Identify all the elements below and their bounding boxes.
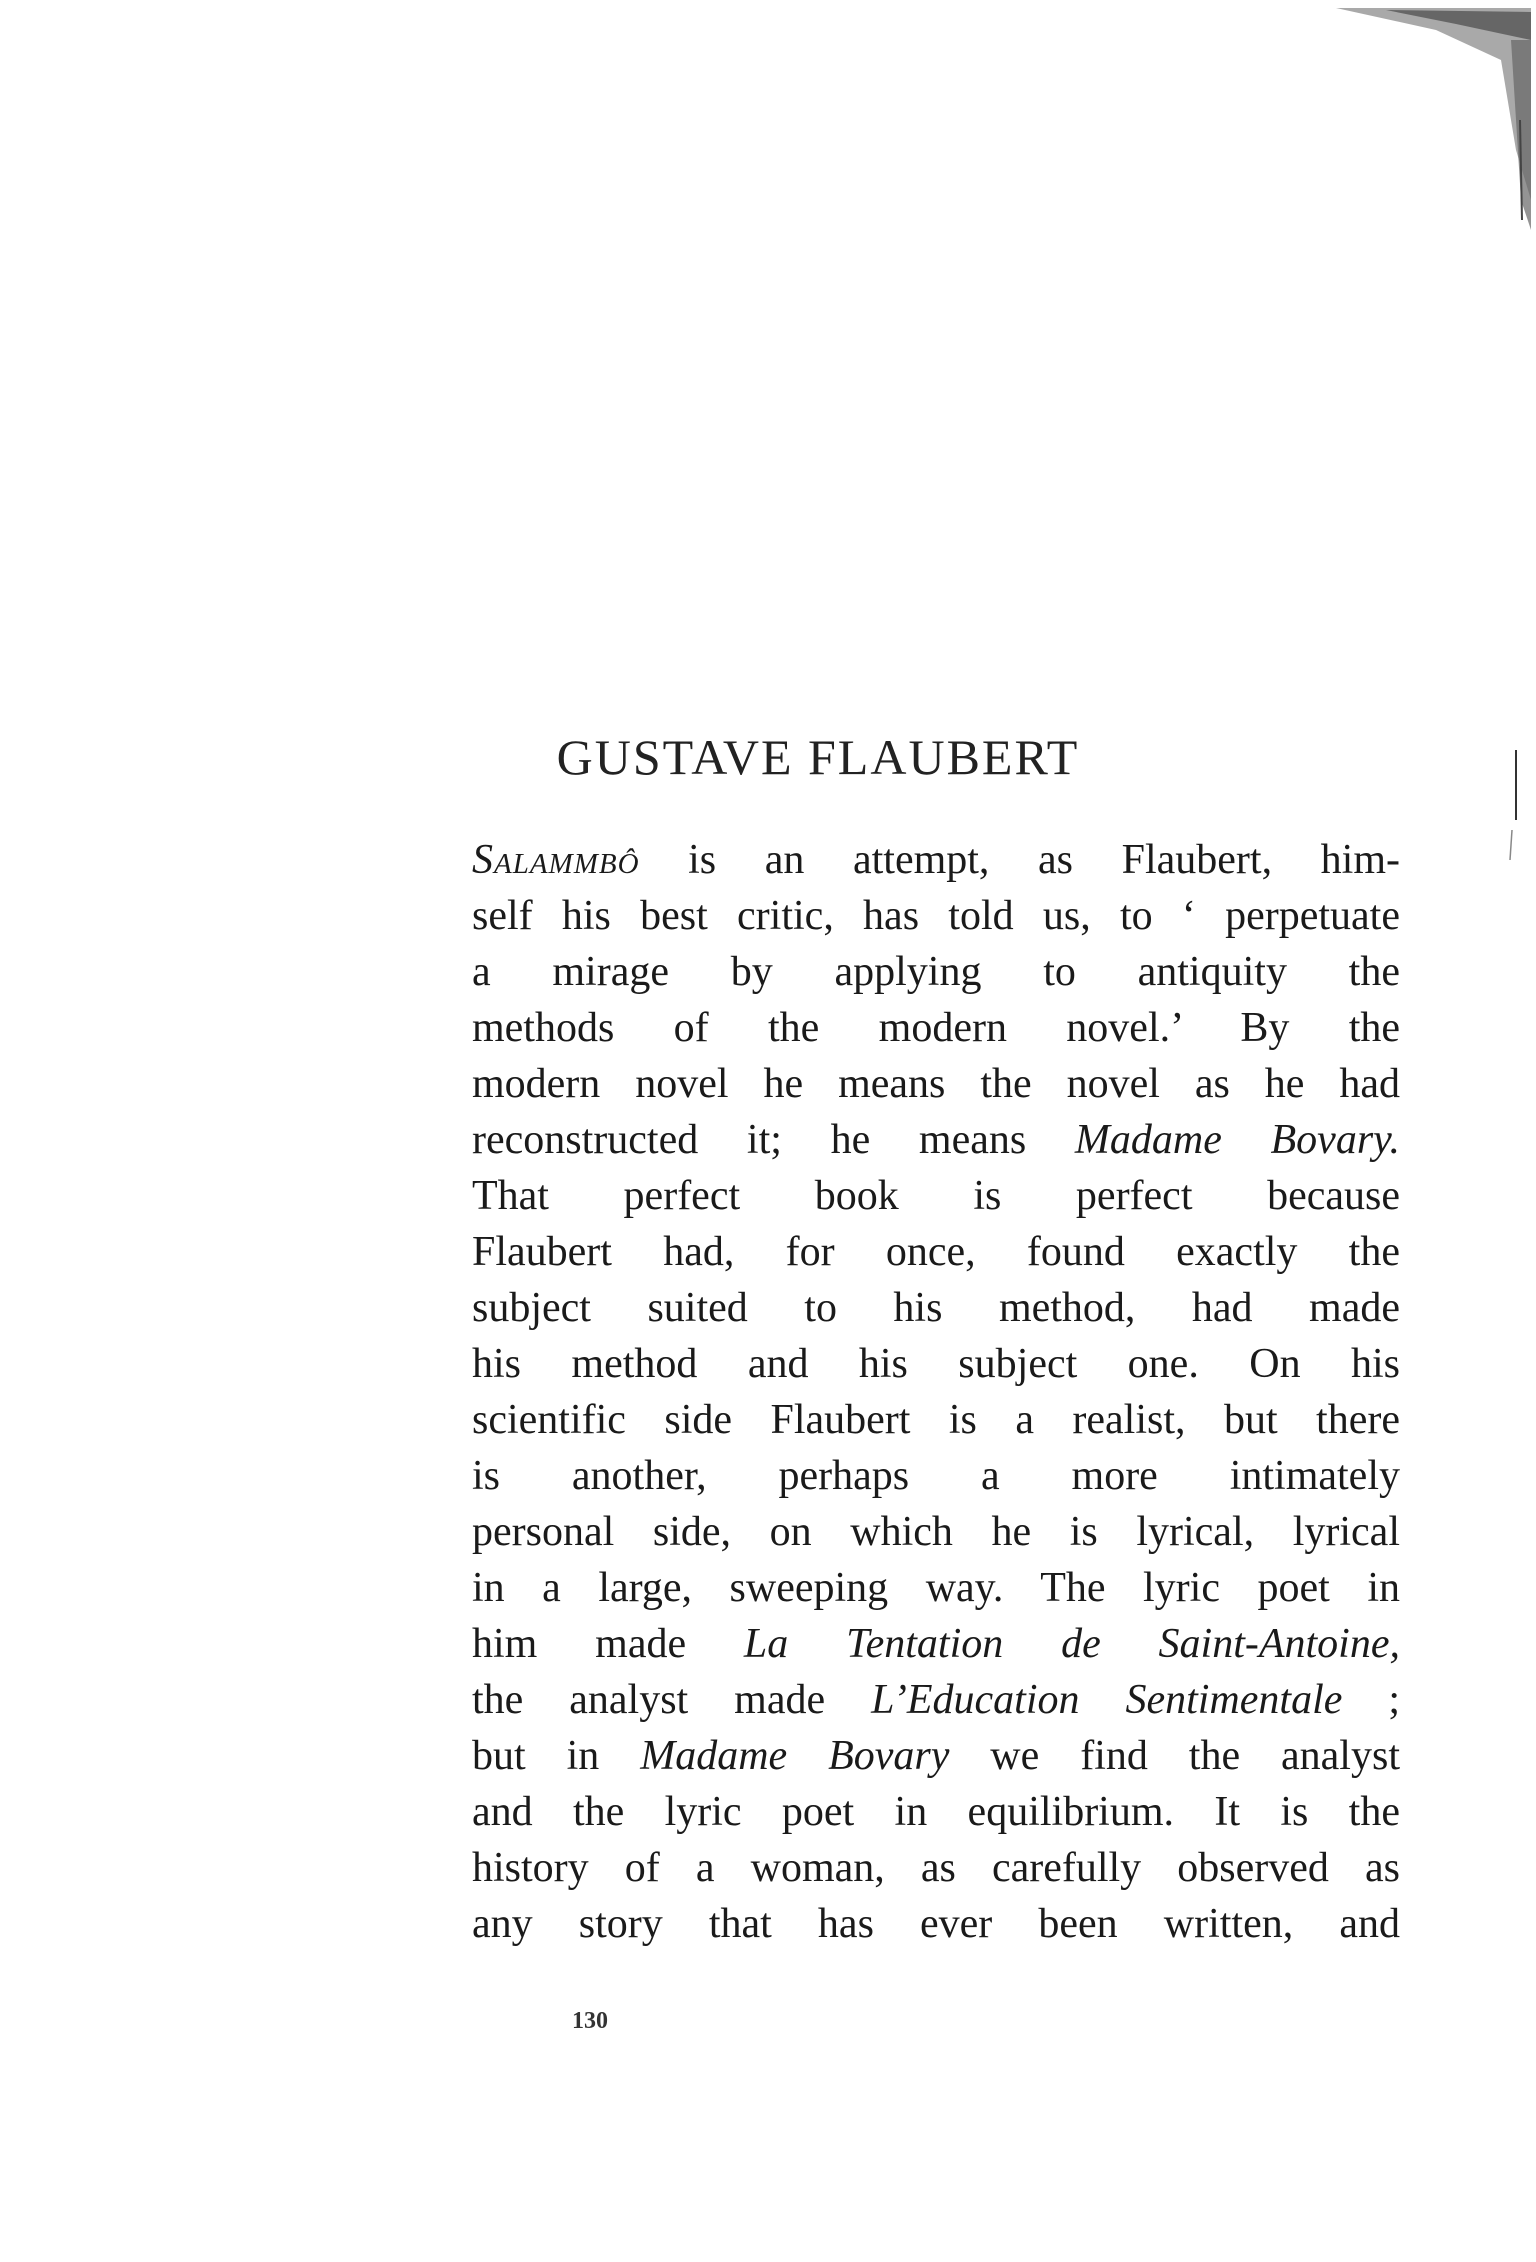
body-paragraph bbox=[472, 832, 1400, 1952]
text-line bbox=[472, 1896, 1400, 1952]
page-number: 130 bbox=[572, 2008, 608, 2034]
line-text: the analyst made bbox=[472, 1677, 872, 1723]
line-text: subject suited to his method, had made bbox=[472, 1285, 1400, 1331]
line-text: methods of the modern novel.’ By the bbox=[472, 1005, 1400, 1051]
text-line bbox=[472, 1280, 1400, 1336]
line-text: Flaubert had, for once, found exactly the bbox=[472, 1229, 1400, 1275]
line-text: we find the analyst bbox=[949, 1733, 1400, 1779]
scan-corner-artifact bbox=[1316, 0, 1536, 240]
italic-title-text: La Tentation de Saint-Antoine, bbox=[743, 1621, 1400, 1667]
text-line bbox=[472, 1056, 1400, 1112]
line-text: a mirage by applying to antiquity the bbox=[472, 949, 1400, 995]
line-text: but in bbox=[472, 1733, 641, 1779]
line-text: is an attempt, as Flaubert, him- bbox=[639, 837, 1400, 883]
text-line bbox=[472, 944, 1400, 1000]
text-line bbox=[472, 1784, 1400, 1840]
line-text: him made bbox=[472, 1621, 744, 1667]
line-text: modern novel he means the novel as he had bbox=[472, 1061, 1400, 1107]
text-line bbox=[472, 1448, 1400, 1504]
italic-title-text: L’Education Sentimentale bbox=[871, 1677, 1343, 1723]
text-line bbox=[472, 1840, 1400, 1896]
line-text: That perfect book is perfect because bbox=[472, 1173, 1400, 1219]
line-text: history of a woman, as carefully observed as bbox=[472, 1845, 1400, 1891]
italic-title-text: Madame Bovary bbox=[640, 1733, 950, 1779]
small-caps-title-text: Salammbô bbox=[472, 837, 640, 883]
line-text: and the lyric poet in equilibrium. It is the bbox=[472, 1789, 1400, 1835]
line-text: self his best critic, has told us, to ‘ perpetuate bbox=[472, 893, 1400, 939]
line-text: scientific side Flaubert is a realist, but there bbox=[472, 1397, 1400, 1443]
text-line bbox=[472, 1224, 1400, 1280]
text-line bbox=[472, 888, 1400, 944]
text-line bbox=[472, 1672, 1400, 1728]
line-text: any story that has ever been written, and bbox=[472, 1901, 1400, 1947]
text-line bbox=[472, 1000, 1400, 1056]
text-line bbox=[472, 1616, 1400, 1672]
text-line bbox=[472, 1560, 1400, 1616]
line-text: personal side, on which he is lyrical, lyrical bbox=[472, 1509, 1400, 1555]
line-text: is another, perhaps a more intimately bbox=[472, 1453, 1400, 1499]
chapter-title: GUSTAVE FLAUBERT bbox=[556, 729, 1080, 785]
text-line bbox=[472, 1112, 1400, 1168]
line-text: ; bbox=[1342, 1677, 1401, 1723]
text-line bbox=[472, 1392, 1400, 1448]
text-line bbox=[472, 1504, 1400, 1560]
text-line bbox=[472, 1168, 1400, 1224]
text-line bbox=[472, 1336, 1400, 1392]
text-line bbox=[472, 832, 1400, 888]
italic-title-text: Madame Bovary. bbox=[1074, 1117, 1400, 1163]
line-text: reconstructed it; he means bbox=[472, 1117, 1075, 1163]
text-line bbox=[472, 1728, 1400, 1784]
line-text: his method and his subject one. On his bbox=[472, 1341, 1400, 1387]
line-text: in a large, sweeping way. The lyric poet in bbox=[472, 1565, 1400, 1611]
